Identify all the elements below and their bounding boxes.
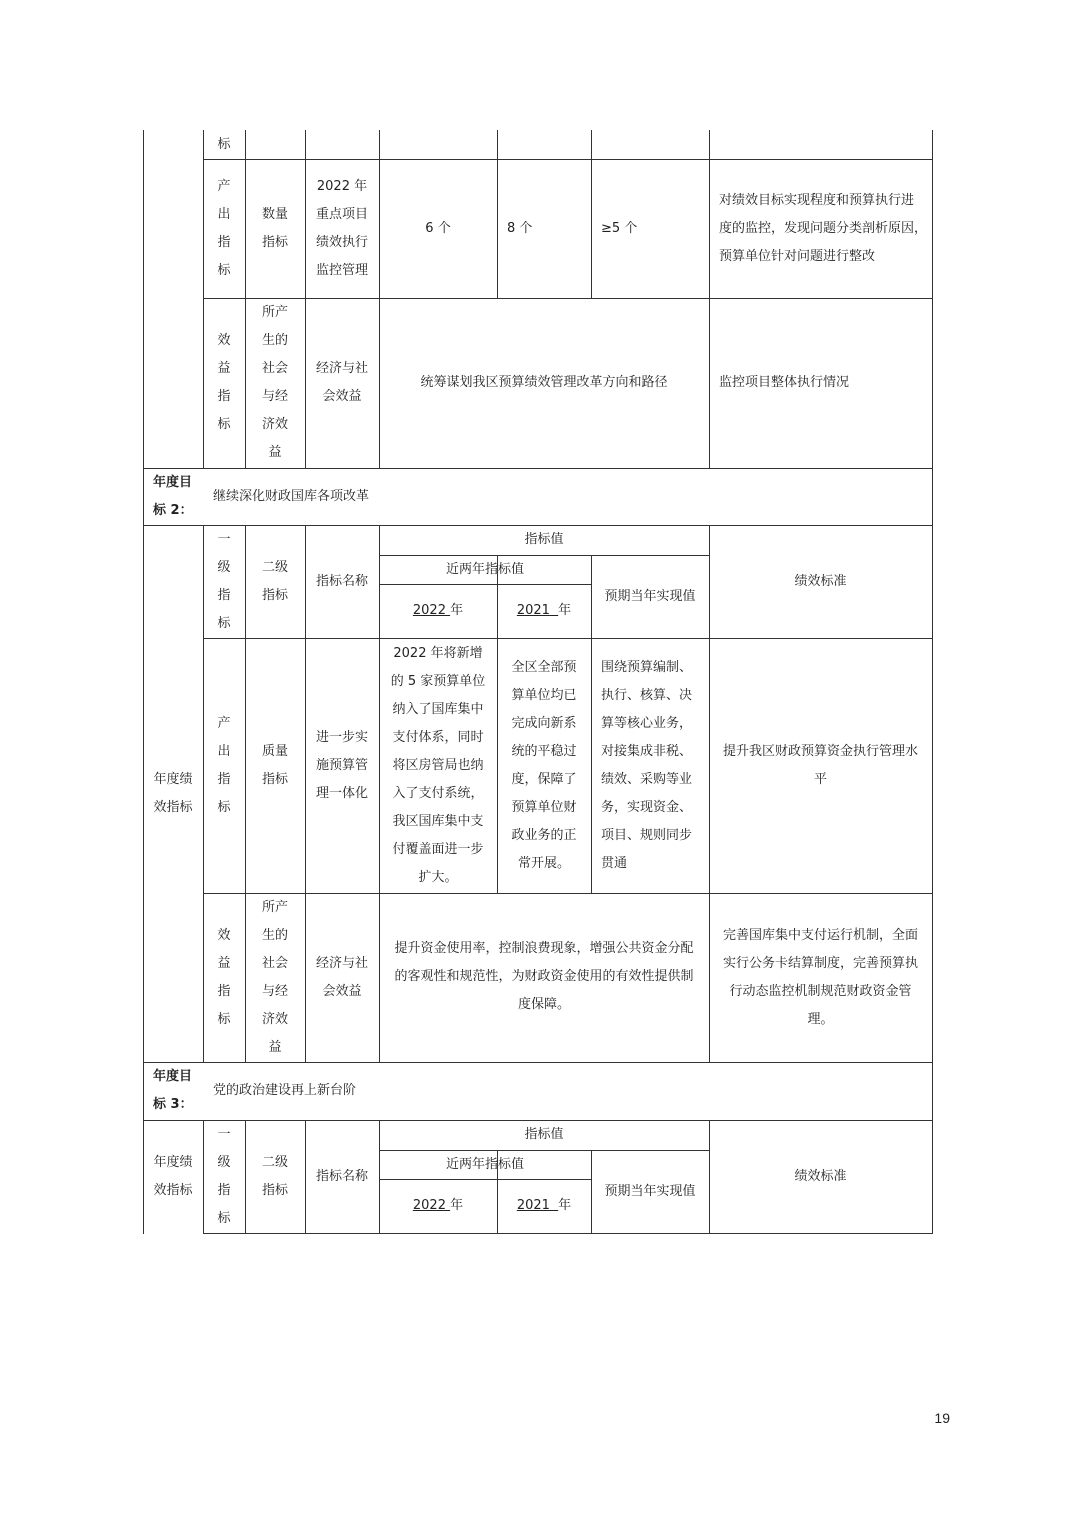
value-2021-cell <box>497 638 591 893</box>
merged-value-cell <box>379 893 709 1062</box>
level2-cell <box>245 298 305 468</box>
level1-text: 效 益 指 标 <box>217 333 231 432</box>
expected-header-text: 预期当年实现值 <box>604 588 696 604</box>
goal-text: 党的政治建设再上新台阶 <box>213 1083 357 1098</box>
side-label-text: 年度绩 效指标 <box>153 1154 193 1198</box>
value-2022: 2022 年将新增 的 5 家预算单位 纳入了国库集中 支付体系，同时 将区房管局也纳 入了支付系统， 我区国库集中支 付覆盖面进一步 扩大。 <box>390 645 486 885</box>
header-level2 <box>245 1120 305 1233</box>
year-suffix: 年 <box>450 1198 464 1213</box>
expected-header-text: 预期当年实现值 <box>604 1183 696 1199</box>
indicator-name-cell <box>305 159 379 298</box>
level2-cell <box>245 638 305 893</box>
value-2022-cell <box>379 638 497 893</box>
indicator-name-cell <box>305 298 379 468</box>
header-indicator-name <box>305 525 379 638</box>
header-expected-value <box>591 1150 709 1233</box>
year-suffix: 年 <box>450 603 464 618</box>
benefit-level1-cell <box>203 893 245 1062</box>
goal-label-text: 年度目 标 3： <box>153 1069 193 1112</box>
indicator-name: 2022 年 重点项目 绩效执行 监控管理 <box>315 178 368 278</box>
header-recent-group <box>379 1150 591 1179</box>
annual-performance-indicator-label <box>143 525 203 1062</box>
year-2021-number: 2021 <box>516 603 550 618</box>
value-2021: 全区全部预 算单位均已 完成向新系 统的平稳过 度，保障了 预算单位财 政业务的正 常开展。 <box>511 660 577 871</box>
header-level1 <box>203 525 245 638</box>
value-group-text: 指标值 <box>524 1127 564 1142</box>
benefit-level1-cell <box>203 298 245 468</box>
header-recent-group <box>379 555 591 584</box>
header-level2 <box>245 525 305 638</box>
header-level1-text: 一 级 指 标 <box>217 1126 231 1226</box>
year-2021-number: 2021 <box>516 1198 550 1213</box>
indicator-name: 经济与社 会效益 <box>315 955 368 999</box>
standard-text: 完善国库集中支付运行机制，全面 实行公务卡结算制度，完善预算执 行动态监控机制规范财政资金管 理。 <box>722 927 918 1027</box>
level1-text: 产 出 指 标 <box>217 715 231 815</box>
header-level1-text: 一 级 指 标 <box>217 531 231 631</box>
expected-value-cell <box>591 159 709 298</box>
level1-text: 产 出 指 标 <box>217 178 231 278</box>
value-2021: 8 个 <box>507 220 533 236</box>
page-number: 19 <box>934 1410 950 1426</box>
level2-text: 所产 生的 社会 与经 济效 益 <box>261 305 288 460</box>
standard-header-text: 绩效标准 <box>794 1168 847 1184</box>
header-level2-text: 二级 指标 <box>261 1154 288 1198</box>
header-name-text: 指标名称 <box>315 1168 368 1184</box>
header-expected-value <box>591 555 709 638</box>
value-2022-cell <box>379 159 497 298</box>
standard-cell <box>709 159 932 298</box>
recent-group-text: 近两年指标值 <box>445 1156 524 1172</box>
level2-text: 所产 生的 社会 与经 济效 益 <box>261 899 288 1055</box>
value-2022: 6 个 <box>425 220 451 236</box>
header-year-2021 <box>497 584 591 638</box>
level2-cell <box>245 893 305 1062</box>
level2-text: 质量 指标 <box>261 743 288 787</box>
level2-cell <box>245 159 305 298</box>
header-year-2021 <box>497 1179 591 1233</box>
year-2022-number: 2022 <box>412 603 446 618</box>
recent-group-text: 近两年指标值 <box>445 561 524 577</box>
header-standard <box>709 1120 932 1233</box>
output-level1-cell <box>203 159 245 298</box>
value-2021-cell <box>497 159 591 298</box>
year-2022-number: 2022 <box>412 1198 446 1213</box>
year-suffix: 年 <box>558 1198 572 1213</box>
standard-cell <box>709 638 932 893</box>
header-name-text: 指标名称 <box>315 573 368 589</box>
indicator-name-cell <box>305 893 379 1062</box>
standard-cell <box>709 298 932 468</box>
level1-cell <box>203 130 245 159</box>
side-label-text: 年度绩 效指标 <box>153 771 193 815</box>
annual-performance-indicator-label <box>143 1120 203 1233</box>
standard-text: 提升我区财政预算资金执行管理水 平 <box>722 743 918 787</box>
header-year-2022 <box>379 584 497 638</box>
header-level2-text: 二级 指标 <box>261 559 288 603</box>
annual-goal-label <box>143 468 203 525</box>
standard-text: 对绩效目标实现程度和预算执行进 度的监控，发现问题分类剖析原因， 预算单位针对问题进行整改 <box>719 192 928 264</box>
level1-text: 效 益 指 标 <box>217 927 231 1027</box>
level2-text: 数量 指标 <box>261 206 288 250</box>
header-indicator-name <box>305 1120 379 1233</box>
header-value-group <box>379 525 709 555</box>
merged-value: 统筹谋划我区预算绩效管理改革方向和路径 <box>420 375 668 390</box>
indicator-name-cell <box>305 638 379 893</box>
annual-goal-text <box>203 468 932 525</box>
expected-value: ≥5 个 <box>601 220 638 236</box>
indicator-name: 经济与社 会效益 <box>315 361 368 404</box>
annual-goal-label <box>143 1062 203 1120</box>
header-level1 <box>203 1120 245 1233</box>
indicator-name: 进一步实 施预算管 理一体化 <box>315 729 368 801</box>
level1-text: 标 <box>217 136 231 152</box>
standard-text: 监控项目整体执行情况 <box>719 375 850 390</box>
header-year-2022 <box>379 1179 497 1233</box>
merged-value: 提升资金使用率，控制浪费现象，增强公共资金分配 的客观性和规范性，为财政资金使用的有效性提供制 度保障。 <box>394 941 694 1012</box>
annual-goal-text <box>203 1062 932 1120</box>
standard-cell <box>709 893 932 1062</box>
header-standard <box>709 525 932 638</box>
header-value-group <box>379 1120 709 1150</box>
goal-text: 继续深化财政国库各项改革 <box>213 488 370 504</box>
merged-value-cell <box>379 298 709 468</box>
value-group-text: 指标值 <box>524 532 564 547</box>
standard-header-text: 绩效标准 <box>794 573 847 589</box>
goal-label-text: 年度目 标 2： <box>153 474 193 518</box>
expected-value-cell <box>591 638 709 893</box>
output-level1-cell <box>203 638 245 893</box>
year-suffix: 年 <box>558 603 572 618</box>
expected-value: 围绕预算编制、 执行、核算、决 算等核心业务， 对接集成非税、 绩效、采购等业 务，实现资金、 项目、规则同步 贯通 <box>601 660 693 871</box>
